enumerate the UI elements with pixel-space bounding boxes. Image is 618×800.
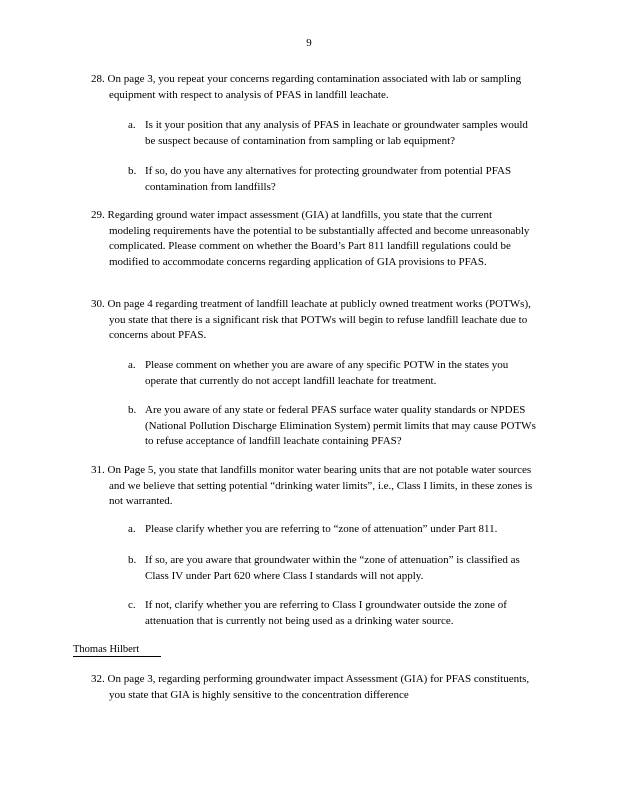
question-30 xyxy=(91,297,535,344)
question-30-a xyxy=(128,358,538,389)
question-29 xyxy=(91,208,535,270)
item-text: Is it your position that any analysis of PFAS in leachate or groundwater samples would be suspect because of contamination from sampling or lab equipment? xyxy=(145,119,528,147)
item-label: b. xyxy=(128,404,137,416)
item-text: If so, are you aware that groundwater within the “zone of attenuation” is classified as Class IV under Part 620 where Class I standards will not apply. xyxy=(145,554,520,582)
question-31-c xyxy=(128,598,538,629)
item-label: b. xyxy=(128,554,137,566)
question-31 xyxy=(91,463,535,510)
question-32-text: 32. On page 3, regarding performing groundwater impact Assessment (GIA) for PFAS constituents, you state that GIA is highly sensitive to the concentration difference xyxy=(91,673,530,701)
speaker-heading: Thomas Hilbert xyxy=(73,643,161,657)
item-label: a. xyxy=(128,523,136,535)
question-31-a xyxy=(128,522,538,538)
item-label: a. xyxy=(128,359,136,371)
item-label: b. xyxy=(128,165,137,177)
item-text: Please clarify whether you are referring to “zone of attenuation” under Part 811. xyxy=(145,523,498,535)
question-30-text: 30. On page 4 regarding treatment of landfill leachate at publicly owned treatment works (POTWs), you state that there is a significant risk that POTWs will begin to refuse landfill leachate due to concerns about PFAS. xyxy=(91,298,531,341)
question-28-a xyxy=(128,118,538,149)
question-30-b xyxy=(128,403,538,450)
question-28-text: 28. On page 3, you repeat your concerns regarding contamination associated with lab or sampling equipment with respect to analysis of PFAS in landfill leachate. xyxy=(91,73,522,101)
page-number: 9 xyxy=(306,37,312,49)
item-label: c. xyxy=(128,599,136,611)
item-text: If so, do you have any alternatives for protecting groundwater from potential PFAS contamination from landfills? xyxy=(145,165,512,193)
item-text: Please comment on whether you are aware of any specific POTW in the states you operate that currently do not accept landfill leachate for treatment. xyxy=(145,359,509,387)
question-31-b xyxy=(128,553,538,584)
item-text: Are you aware of any state or federal PFAS surface water quality standards or NPDES (National Pollution Discharge Elimination System) permit limits that may cause POTWs to refuse acceptance of landfill leachate containing PFAS? xyxy=(145,404,536,447)
question-28 xyxy=(91,72,535,103)
item-label: a. xyxy=(128,119,136,131)
question-31-text: 31. On Page 5, you state that landfills monitor water bearing units that are not potable water sources and we believe that setting potential “drinking water limits”, i.e., Class I limits, in these zones is not warranted. xyxy=(91,464,533,507)
item-text: If not, clarify whether you are referring to Class I groundwater outside the zone of attenuation that is currently not being used as a drinking water source. xyxy=(145,599,507,627)
question-29-text: 29. Regarding ground water impact assessment (GIA) at landfills, you state that the current modeling requirements have the potential to be substantially affected and become unreasonably complicated. Please comment on whether the Board’s Part 811 landfill regulations could be modified to accommodate concerns regarding application of GIA provisions to PFAS. xyxy=(91,209,530,268)
question-32 xyxy=(91,672,535,703)
question-28-b xyxy=(128,164,538,195)
